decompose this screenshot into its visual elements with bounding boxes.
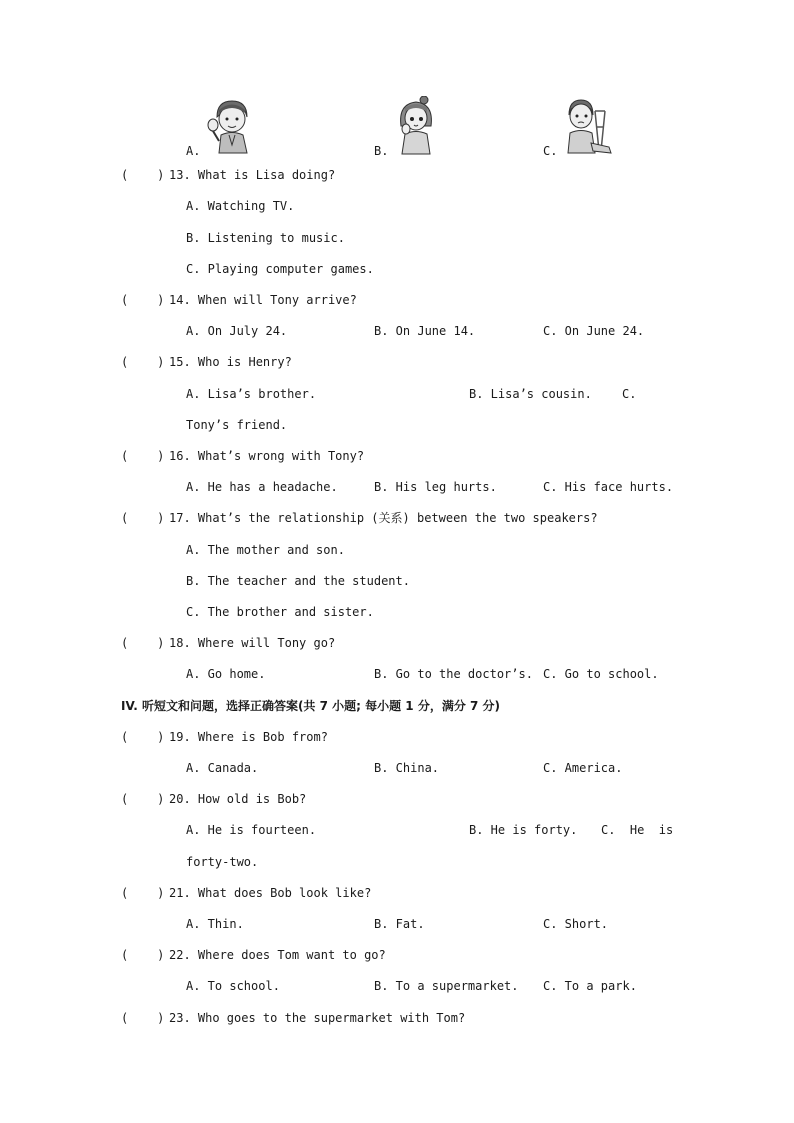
question-14-stem: 14. When will Tony arrive? <box>169 293 357 307</box>
girl-picture <box>396 96 436 156</box>
q13-option-a: A. Watching TV. <box>186 199 295 213</box>
q20-option-c-label: C. He is <box>601 823 674 837</box>
q18-option-a: A. Go home. <box>186 667 266 681</box>
question-17-stem: 17. What’s the relationship (关系) between the two speakers? <box>169 511 598 525</box>
answer-blank-21[interactable]: ( ) <box>121 886 165 900</box>
q20-option-c-text: forty-two. <box>186 855 259 869</box>
question-18-stem: 18. Where will Tony go? <box>169 636 336 650</box>
answer-blank-18[interactable]: ( ) <box>121 636 165 650</box>
q15-option-c-label: C. <box>622 387 637 401</box>
q15-option-b: B. Lisa’s cousin. <box>469 387 592 401</box>
q21-option-b: B. Fat. <box>374 917 425 931</box>
q13-option-c: C. Playing computer games. <box>186 262 374 276</box>
q17-option-c: C. The brother and sister. <box>186 605 374 619</box>
question-19-stem: 19. Where is Bob from? <box>169 730 328 744</box>
answer-blank-15[interactable]: ( ) <box>121 355 165 369</box>
q16-option-c: C. His face hurts. <box>543 480 674 494</box>
q18-option-c: C. Go to school. <box>543 667 659 681</box>
q21-option-c: C. Short. <box>543 917 609 931</box>
boy-with-crutch-picture <box>565 97 615 155</box>
answer-blank-13[interactable]: ( ) <box>121 168 165 182</box>
boy-waving-picture <box>207 97 253 155</box>
answer-blank-20[interactable]: ( ) <box>121 792 165 806</box>
section-4-heading: IV. 听短文和问题，选择正确答案(共 7 小题; 每小题 1 分，满分 7 分) <box>121 699 501 713</box>
q16-option-b: B. His leg hurts. <box>374 480 497 494</box>
q19-option-c: C. America. <box>543 761 623 775</box>
q20-option-a: A. He is fourteen. <box>186 823 317 837</box>
question-21-stem: 21. What does Bob look like? <box>169 886 372 900</box>
q14-option-a: A. On July 24. <box>186 324 288 338</box>
question-15-stem: 15. Who is Henry? <box>169 355 292 369</box>
q14-option-c: C. On June 24. <box>543 324 645 338</box>
q14-option-b: B. On June 14. <box>374 324 476 338</box>
q18-option-b: B. Go to the doctor’s. <box>374 667 533 681</box>
picture-label-c: C. <box>543 144 558 158</box>
picture-label-b: B. <box>374 144 389 158</box>
picture-label-a: A. <box>186 144 201 158</box>
q22-option-c: C. To a park. <box>543 979 637 993</box>
q16-option-a: A. He has a headache. <box>186 480 338 494</box>
q21-option-a: A. Thin. <box>186 917 244 931</box>
q22-option-b: B. To a supermarket. <box>374 979 519 993</box>
answer-blank-23[interactable]: ( ) <box>121 1011 165 1025</box>
q17-option-a: A. The mother and son. <box>186 543 345 557</box>
answer-blank-14[interactable]: ( ) <box>121 293 165 307</box>
q15-option-c-text: Tony’s friend. <box>186 418 288 432</box>
q19-option-b: B. China. <box>374 761 440 775</box>
answer-blank-22[interactable]: ( ) <box>121 948 165 962</box>
question-23-stem: 23. Who goes to the supermarket with Tom? <box>169 1011 466 1025</box>
q17-option-b: B. The teacher and the student. <box>186 574 410 588</box>
q20-option-b: B. He is forty. <box>469 823 578 837</box>
q13-option-b: B. Listening to music. <box>186 231 345 245</box>
question-22-stem: 22. Where does Tom want to go? <box>169 948 386 962</box>
q19-option-a: A. Canada. <box>186 761 259 775</box>
question-20-stem: 20. How old is Bob? <box>169 792 307 806</box>
answer-blank-19[interactable]: ( ) <box>121 730 165 744</box>
answer-blank-16[interactable]: ( ) <box>121 449 165 463</box>
q15-option-a: A. Lisa’s brother. <box>186 387 317 401</box>
question-13-stem: 13. What is Lisa doing? <box>169 168 336 182</box>
q22-option-a: A. To school. <box>186 979 280 993</box>
answer-blank-17[interactable]: ( ) <box>121 511 165 525</box>
question-16-stem: 16. What’s wrong with Tony? <box>169 449 365 463</box>
